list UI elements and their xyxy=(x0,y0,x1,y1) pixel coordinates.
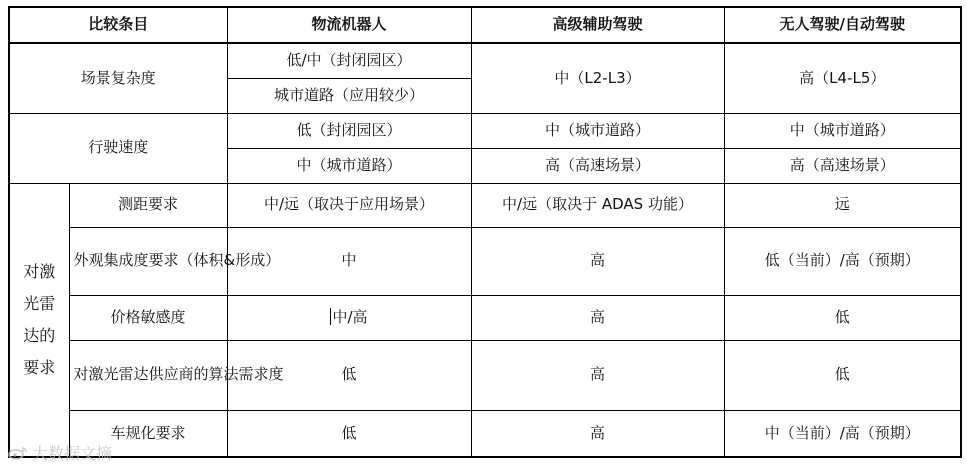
cell-range-adas: 中/远（取决于 ADAS 功能） xyxy=(471,183,724,227)
row-label-automotive-grade: 车规化要求 xyxy=(69,410,227,457)
row-label-range-requirement: 测距要求 xyxy=(69,183,227,227)
table-header-row xyxy=(9,7,961,43)
group-label-lidar-requirements xyxy=(9,183,69,457)
cell-automotive-autonomous: 中（当前）/高（预期） xyxy=(724,410,961,457)
cell-algorithm-logistics: 低 xyxy=(227,340,471,410)
cell-algorithm-autonomous: 低 xyxy=(724,340,961,410)
table-row-integration xyxy=(9,227,961,295)
row-label-integration-requirement: 外观集成度要求（体积&形成） xyxy=(69,227,227,295)
table-row-automotive-grade xyxy=(9,410,961,457)
table-row-speed-1 xyxy=(9,113,961,148)
cell-scene-autonomous: 高（L4-L5） xyxy=(724,43,961,113)
cell-speed-adas-2: 高（高速场景） xyxy=(471,148,724,183)
cell-scene-logistics-1: 低/中（封闭园区） xyxy=(227,43,471,78)
header-item: 比较条目 xyxy=(9,7,227,43)
cell-speed-logistics-2: 中（城市道路） xyxy=(227,148,471,183)
cell-price-logistics-text: 中/高 xyxy=(332,307,368,326)
watermark-text: 大数据文摘 xyxy=(32,444,113,463)
cell-range-logistics: 中/远（取决于应用场景） xyxy=(227,183,471,227)
cell-automotive-adas: 高 xyxy=(471,410,724,457)
cell-speed-autonomous-2: 高（高速场景） xyxy=(724,148,961,183)
cell-speed-autonomous-1: 中（城市道路） xyxy=(724,113,961,148)
cell-speed-logistics-1: 低（封闭园区） xyxy=(227,113,471,148)
cell-integration-adas: 高 xyxy=(471,227,724,295)
cell-algorithm-adas: 高 xyxy=(471,340,724,410)
cell-price-autonomous: 低 xyxy=(724,295,961,340)
cell-integration-logistics: 中 xyxy=(227,227,471,295)
header-adas: 高级辅助驾驶 xyxy=(471,7,724,43)
cell-speed-adas-1: 中（城市道路） xyxy=(471,113,724,148)
header-logistics-robot: 物流机器人 xyxy=(227,7,471,43)
header-autonomous-driving: 无人驾驶/自动驾驶 xyxy=(724,7,961,43)
table-row-scene-1 xyxy=(9,43,961,78)
row-label-algorithm-demand: 对激光雷达供应商的算法需求度 xyxy=(69,340,227,410)
lidar-comparison-table xyxy=(8,6,962,458)
comparison-document xyxy=(8,6,960,458)
table-row-range xyxy=(9,183,961,227)
row-label-driving-speed: 行驶速度 xyxy=(9,113,227,183)
cell-range-autonomous: 远 xyxy=(724,183,961,227)
cell-scene-adas: 中（L2-L3） xyxy=(471,43,724,113)
table-row-price xyxy=(9,295,961,340)
row-label-scene-complexity: 场景复杂度 xyxy=(9,43,227,113)
cell-automotive-logistics: 低 xyxy=(227,410,471,457)
cell-price-logistics[interactable] xyxy=(227,295,471,340)
cell-integration-autonomous: 低（当前）/高（预期） xyxy=(724,227,961,295)
cell-price-adas: 高 xyxy=(471,295,724,340)
table-row-algorithm xyxy=(9,340,961,410)
cell-scene-logistics-2: 城市道路（应用较少） xyxy=(227,78,471,113)
group-label-text: 对激光雷达的要求 xyxy=(23,261,56,377)
row-label-price-sensitivity: 价格敏感度 xyxy=(69,295,227,340)
